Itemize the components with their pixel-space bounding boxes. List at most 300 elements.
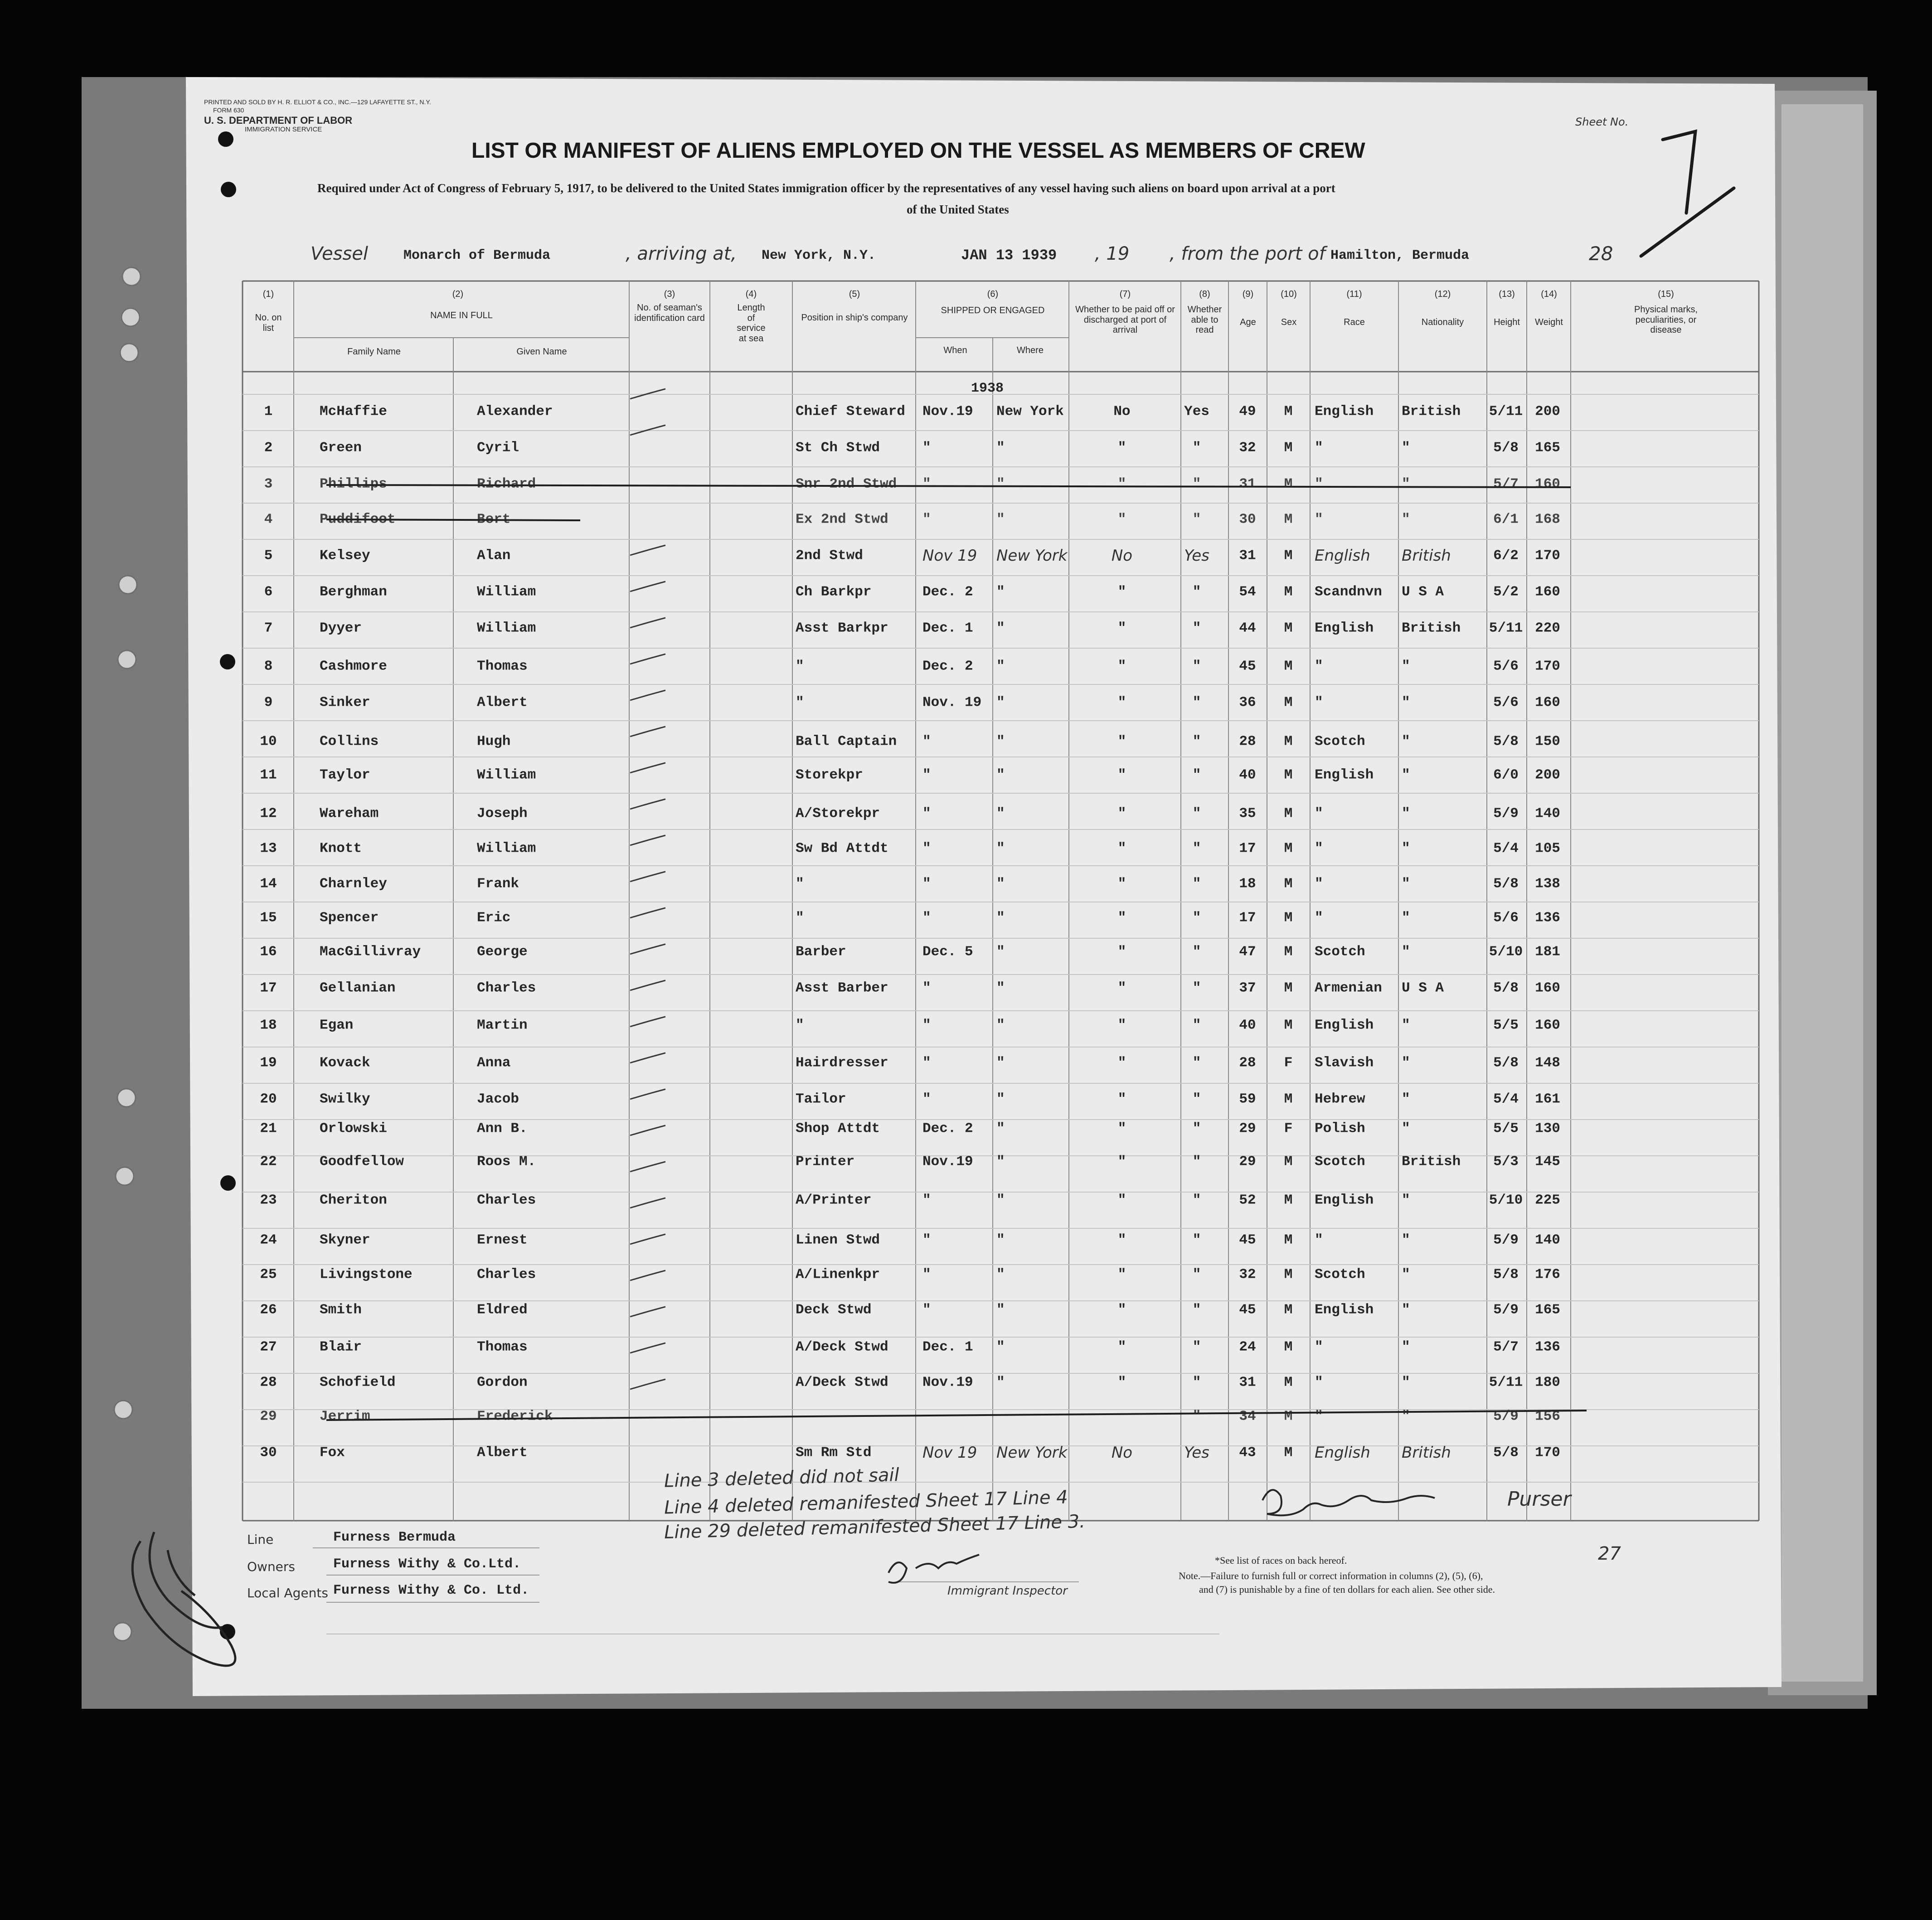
col2-family-header: Family Name bbox=[347, 347, 401, 357]
shipped-where: " bbox=[996, 476, 1005, 492]
given-name: Richard bbox=[477, 476, 536, 492]
col9-title: Age bbox=[1240, 317, 1256, 328]
able-to-read: " bbox=[1192, 1120, 1201, 1137]
height: 5/8 bbox=[1493, 440, 1519, 456]
age: 31 bbox=[1239, 548, 1256, 564]
nationality: " bbox=[1402, 476, 1410, 492]
age: 29 bbox=[1239, 1154, 1256, 1170]
shipped-when: " bbox=[922, 767, 931, 783]
weight: 225 bbox=[1535, 1192, 1560, 1208]
row-number: 30 bbox=[260, 1445, 277, 1461]
sex: M bbox=[1284, 1017, 1293, 1033]
row-number: 13 bbox=[260, 840, 277, 857]
form-subtitle-2: of the United States bbox=[907, 203, 1009, 216]
weight: 170 bbox=[1535, 1445, 1560, 1461]
position: Hairdresser bbox=[796, 1055, 888, 1071]
able-to-read: " bbox=[1192, 910, 1201, 926]
age: 31 bbox=[1239, 1374, 1256, 1391]
col6-where-header: Where bbox=[1017, 345, 1044, 355]
age: 17 bbox=[1239, 910, 1256, 926]
col13-header bbox=[1489, 289, 1525, 328]
weight: 138 bbox=[1535, 876, 1560, 892]
family-name: Green bbox=[320, 440, 362, 456]
vessel-label: Vessel bbox=[311, 243, 369, 264]
shipped-when: " bbox=[922, 910, 931, 926]
race: Hebrew bbox=[1315, 1091, 1365, 1107]
col2-given-header: Given Name bbox=[516, 347, 567, 357]
family-name: Blair bbox=[320, 1339, 362, 1355]
able-to-read: " bbox=[1192, 1154, 1201, 1170]
shipped-when: Nov 19 bbox=[922, 1444, 977, 1462]
paid-off: " bbox=[1117, 1374, 1126, 1391]
age: 59 bbox=[1239, 1091, 1256, 1107]
able-to-read: " bbox=[1192, 1266, 1201, 1283]
family-name: Livingstone bbox=[320, 1266, 413, 1283]
sex: M bbox=[1284, 767, 1293, 783]
service: IMMIGRATION SERVICE bbox=[245, 126, 322, 133]
deletion-note-2: Line 4 deleted remanifested Sheet 17 Line 4 bbox=[664, 1487, 1068, 1518]
weight: 130 bbox=[1535, 1120, 1560, 1137]
able-to-read: " bbox=[1192, 876, 1201, 892]
row-number: 10 bbox=[260, 733, 277, 750]
given-name: Anna bbox=[477, 1055, 511, 1071]
col3-header bbox=[633, 289, 706, 323]
shipped-when: Nov. 19 bbox=[922, 694, 982, 711]
col7-title: Whether to be paid off or discharged at port of arrival bbox=[1075, 305, 1175, 335]
weight: 160 bbox=[1535, 476, 1560, 492]
col10-number: (10) bbox=[1281, 289, 1297, 299]
race: Scandnvn bbox=[1315, 584, 1382, 600]
able-to-read: " bbox=[1192, 476, 1201, 492]
shipped-where: " bbox=[996, 620, 1005, 636]
height: 5/11 bbox=[1489, 620, 1523, 636]
paid-off: " bbox=[1117, 840, 1126, 857]
weight: 160 bbox=[1535, 584, 1560, 600]
races-note: *See list of races on back hereof. bbox=[1215, 1555, 1347, 1566]
race: " bbox=[1315, 694, 1323, 711]
row-number: 29 bbox=[260, 1408, 277, 1425]
shipped-when: " bbox=[922, 876, 931, 892]
position: Ball Captain bbox=[796, 733, 897, 750]
race: English bbox=[1315, 620, 1374, 636]
paid-off: " bbox=[1117, 1091, 1126, 1107]
weight: 160 bbox=[1535, 1017, 1560, 1033]
age: 28 bbox=[1239, 1055, 1256, 1071]
family-name: Collins bbox=[320, 733, 379, 750]
given-name: Ann B. bbox=[477, 1120, 528, 1137]
weight: 181 bbox=[1535, 944, 1560, 960]
shipped-where: " bbox=[996, 1120, 1005, 1137]
position: Sw Bd Attdt bbox=[796, 840, 888, 857]
race: English bbox=[1315, 1192, 1374, 1208]
height: 5/11 bbox=[1489, 1374, 1523, 1391]
shipped-when: " bbox=[922, 840, 931, 857]
col10-header bbox=[1268, 289, 1309, 328]
shipped-when: Dec. 2 bbox=[922, 658, 973, 674]
height: 5/7 bbox=[1493, 476, 1519, 492]
printer-line: PRINTED AND SOLD BY H. R. ELLIOT & CO., INC.—129 LAFAYETTE ST., N.Y. bbox=[204, 98, 431, 106]
paid-off: " bbox=[1117, 620, 1126, 636]
shipped-where: " bbox=[996, 584, 1005, 600]
position: St Ch Stwd bbox=[796, 440, 880, 456]
weight: 200 bbox=[1535, 767, 1560, 783]
paid-off: " bbox=[1117, 1120, 1126, 1137]
family-name: Dyyer bbox=[320, 620, 362, 636]
family-name: Orlowski bbox=[320, 1120, 387, 1137]
weight: 180 bbox=[1535, 1374, 1560, 1391]
height: 6/0 bbox=[1493, 767, 1519, 783]
paid-off: " bbox=[1117, 767, 1126, 783]
given-name: Charles bbox=[477, 1192, 536, 1208]
family-name: Cashmore bbox=[320, 658, 387, 674]
row-number: 15 bbox=[260, 910, 277, 926]
position: Ch Barkpr bbox=[796, 584, 872, 600]
race: Scotch bbox=[1315, 733, 1365, 750]
col15-header bbox=[1578, 289, 1754, 335]
sex: M bbox=[1284, 511, 1293, 528]
able-to-read: " bbox=[1192, 767, 1201, 783]
able-to-read: " bbox=[1192, 511, 1201, 528]
age: 32 bbox=[1239, 440, 1256, 456]
line-value: Furness Bermuda bbox=[333, 1530, 456, 1545]
height: 5/9 bbox=[1493, 805, 1519, 822]
col8-title: Whether able to read bbox=[1187, 305, 1222, 335]
given-name: Frank bbox=[477, 876, 519, 892]
given-name: Eldred bbox=[477, 1302, 528, 1318]
given-name: William bbox=[477, 840, 536, 857]
age: 32 bbox=[1239, 1266, 1256, 1283]
family-name: McHaffie bbox=[320, 403, 387, 420]
given-name: William bbox=[477, 767, 536, 783]
row-number: 24 bbox=[260, 1232, 277, 1248]
age: 24 bbox=[1239, 1339, 1256, 1355]
paid-off: " bbox=[1117, 1192, 1126, 1208]
col8-header bbox=[1183, 289, 1226, 335]
position: Deck Stwd bbox=[796, 1302, 872, 1318]
sex: M bbox=[1284, 876, 1293, 892]
race: Scotch bbox=[1315, 1266, 1365, 1283]
shipped-when: " bbox=[922, 476, 931, 492]
able-to-read: " bbox=[1192, 1017, 1201, 1033]
sex: M bbox=[1284, 1408, 1293, 1425]
row-number: 2 bbox=[264, 440, 273, 456]
paid-off: " bbox=[1117, 1055, 1126, 1071]
given-name: William bbox=[477, 620, 536, 636]
form-title: LIST OR MANIFEST OF ALIENS EMPLOYED ON THE VESSEL AS MEMBERS OF CREW bbox=[471, 139, 1365, 163]
page-mark: 27 bbox=[1598, 1543, 1621, 1564]
shipped-when: Dec. 1 bbox=[922, 620, 973, 636]
given-name: Eric bbox=[477, 910, 511, 926]
able-to-read: " bbox=[1192, 944, 1201, 960]
height: 6/1 bbox=[1493, 511, 1519, 528]
shipped-when: " bbox=[922, 980, 931, 996]
able-to-read: " bbox=[1192, 1339, 1201, 1355]
height: 5/7 bbox=[1493, 1339, 1519, 1355]
col7-number: (7) bbox=[1119, 289, 1131, 299]
nationality: " bbox=[1402, 1055, 1410, 1071]
race: " bbox=[1315, 511, 1323, 528]
nationality: British bbox=[1402, 1444, 1451, 1462]
height: 5/10 bbox=[1489, 1192, 1523, 1208]
given-name: Alan bbox=[477, 548, 511, 564]
sex: M bbox=[1284, 1266, 1293, 1283]
age: 30 bbox=[1239, 511, 1256, 528]
race: Polish bbox=[1315, 1120, 1365, 1137]
col10-title: Sex bbox=[1281, 317, 1297, 328]
weight: 160 bbox=[1535, 980, 1560, 996]
nationality: " bbox=[1402, 1091, 1410, 1107]
able-to-read: " bbox=[1192, 620, 1201, 636]
form-number: FORM 630 bbox=[213, 107, 244, 114]
shipped-where: " bbox=[996, 1055, 1005, 1071]
nationality: " bbox=[1402, 694, 1410, 711]
position: " bbox=[796, 1017, 804, 1033]
family-name: Smith bbox=[320, 1302, 362, 1318]
nationality: " bbox=[1402, 1232, 1410, 1248]
able-to-read: " bbox=[1192, 1408, 1201, 1425]
race: " bbox=[1315, 440, 1323, 456]
height: 5/4 bbox=[1493, 840, 1519, 857]
vessel-name: Monarch of Bermuda bbox=[403, 248, 551, 263]
family-name: Kelsey bbox=[320, 548, 370, 564]
age: 29 bbox=[1239, 1120, 1256, 1137]
nationality: " bbox=[1402, 733, 1410, 750]
shipped-where: " bbox=[996, 1339, 1005, 1355]
given-name: Albert bbox=[477, 1445, 528, 1461]
row-number: 25 bbox=[260, 1266, 277, 1283]
able-to-read: " bbox=[1192, 733, 1201, 750]
shipped-when: Nov.19 bbox=[922, 1374, 973, 1391]
paid-off: " bbox=[1117, 1017, 1126, 1033]
given-name: Charles bbox=[477, 1266, 536, 1283]
nationality: " bbox=[1402, 1017, 1410, 1033]
nationality: " bbox=[1402, 1120, 1410, 1137]
shipped-when: " bbox=[922, 1091, 931, 1107]
sex: M bbox=[1284, 1374, 1293, 1391]
sex: M bbox=[1284, 840, 1293, 857]
height: 5/6 bbox=[1493, 658, 1519, 674]
col15-title: Physical marks, peculiarities, or disease bbox=[1634, 305, 1698, 335]
age: 40 bbox=[1239, 1017, 1256, 1033]
race: English bbox=[1315, 547, 1370, 565]
col6-header bbox=[920, 289, 1065, 316]
shipped-where: " bbox=[996, 944, 1005, 960]
shipped-when: " bbox=[922, 805, 931, 822]
row-number: 22 bbox=[260, 1154, 277, 1170]
shipped-where: " bbox=[996, 1266, 1005, 1283]
height: 5/8 bbox=[1493, 876, 1519, 892]
col13-number: (13) bbox=[1499, 289, 1515, 299]
arrival-port: New York, N.Y. bbox=[762, 248, 876, 263]
nationality: " bbox=[1402, 1339, 1410, 1355]
nationality: " bbox=[1402, 658, 1410, 674]
age: 45 bbox=[1239, 1302, 1256, 1318]
given-name: Albert bbox=[477, 694, 528, 711]
race: " bbox=[1315, 476, 1323, 492]
shipped-where: " bbox=[996, 658, 1005, 674]
col3-title: No. of seaman's identification card bbox=[634, 303, 705, 323]
nationality: " bbox=[1402, 840, 1410, 857]
col14-title: Weight bbox=[1535, 317, 1563, 328]
shipped-where: " bbox=[996, 1302, 1005, 1318]
race: " bbox=[1315, 1232, 1323, 1248]
family-name: Sinker bbox=[320, 694, 370, 711]
age: 54 bbox=[1239, 584, 1256, 600]
line-label: Line bbox=[247, 1532, 274, 1547]
department: U. S. DEPARTMENT OF LABOR bbox=[204, 115, 353, 126]
owners-label: Owners bbox=[247, 1559, 296, 1574]
family-name: Schofield bbox=[320, 1374, 396, 1391]
nationality: " bbox=[1402, 876, 1410, 892]
able-to-read: " bbox=[1192, 840, 1201, 857]
shipped-when: " bbox=[922, 1232, 931, 1248]
shipped-where: " bbox=[996, 1232, 1005, 1248]
weight: 200 bbox=[1535, 403, 1560, 420]
col3-number: (3) bbox=[664, 289, 675, 299]
sex: M bbox=[1284, 1154, 1293, 1170]
height: 5/6 bbox=[1493, 910, 1519, 926]
able-to-read: " bbox=[1192, 584, 1201, 600]
col9-header bbox=[1230, 289, 1266, 328]
sex: M bbox=[1284, 403, 1293, 420]
given-name: Charles bbox=[477, 980, 536, 996]
position: Snr 2nd Stwd bbox=[796, 476, 897, 492]
nationality: " bbox=[1402, 1374, 1410, 1391]
family-name: Knott bbox=[320, 840, 362, 857]
purser-title: Purser bbox=[1507, 1488, 1571, 1511]
voyage-annotation: 28 bbox=[1589, 242, 1613, 265]
nationality: " bbox=[1402, 944, 1410, 960]
given-name: George bbox=[477, 944, 528, 960]
shipped-where: " bbox=[996, 1091, 1005, 1107]
weight: 148 bbox=[1535, 1055, 1560, 1071]
shipped-where: " bbox=[996, 805, 1005, 822]
shipped-when: " bbox=[922, 1055, 931, 1071]
race: English bbox=[1315, 1017, 1374, 1033]
given-name: Gordon bbox=[477, 1374, 528, 1391]
shipped-where: New York bbox=[996, 547, 1068, 565]
shipped-when: " bbox=[922, 1192, 931, 1208]
shipped-when: " bbox=[922, 1266, 931, 1283]
nationality: " bbox=[1402, 440, 1410, 456]
given-name: Bert bbox=[477, 511, 511, 528]
age: 47 bbox=[1239, 944, 1256, 960]
family-name: Spencer bbox=[320, 910, 379, 926]
given-name: Ernest bbox=[477, 1232, 528, 1248]
shipped-where: " bbox=[996, 1017, 1005, 1033]
shipped-when: Nov.19 bbox=[922, 1154, 973, 1170]
family-name: Goodfellow bbox=[320, 1154, 404, 1170]
weight: 145 bbox=[1535, 1154, 1560, 1170]
shipped-where: " bbox=[996, 1154, 1005, 1170]
paid-off: " bbox=[1117, 476, 1126, 492]
position: Chief Steward bbox=[796, 403, 905, 420]
position: A/Storekpr bbox=[796, 805, 880, 822]
sex: M bbox=[1284, 620, 1293, 636]
race: " bbox=[1315, 840, 1323, 857]
height: 5/9 bbox=[1493, 1232, 1519, 1248]
row-number: 18 bbox=[260, 1017, 277, 1033]
year-note: 1938 bbox=[971, 381, 1004, 396]
family-name: Cheriton bbox=[320, 1192, 387, 1208]
height: 5/9 bbox=[1493, 1302, 1519, 1318]
sex: M bbox=[1284, 910, 1293, 926]
age: 35 bbox=[1239, 805, 1256, 822]
race: " bbox=[1315, 1339, 1323, 1355]
agents-value: Furness Withy & Co. Ltd. bbox=[333, 1583, 529, 1598]
shipped-where: " bbox=[996, 840, 1005, 857]
shipped-when: Nov.19 bbox=[922, 403, 973, 420]
shipped-when: Nov 19 bbox=[922, 547, 977, 565]
nationality: U S A bbox=[1402, 980, 1444, 996]
race: Slavish bbox=[1315, 1055, 1374, 1071]
race: Scotch bbox=[1315, 944, 1365, 960]
weight: 165 bbox=[1535, 440, 1560, 456]
position: " bbox=[796, 910, 804, 926]
paid-off: " bbox=[1117, 733, 1126, 750]
paid-off: " bbox=[1117, 1266, 1126, 1283]
race: " bbox=[1315, 805, 1323, 822]
penalty-note-2: and (7) is punishable by a fine of ten dollars for each alien. See other side. bbox=[1199, 1584, 1495, 1595]
able-to-read: Yes bbox=[1184, 547, 1209, 565]
nationality: British bbox=[1402, 1154, 1461, 1170]
shipped-when: Dec. 2 bbox=[922, 1120, 973, 1137]
able-to-read: " bbox=[1192, 658, 1201, 674]
able-to-read: " bbox=[1192, 1374, 1201, 1391]
height: 5/8 bbox=[1493, 1445, 1519, 1461]
sex: M bbox=[1284, 733, 1293, 750]
height: 6/2 bbox=[1493, 548, 1519, 564]
family-name: Berghman bbox=[320, 584, 387, 600]
height: 5/8 bbox=[1493, 1055, 1519, 1071]
row-number: 8 bbox=[264, 658, 273, 674]
position: " bbox=[796, 876, 804, 892]
paid-off: " bbox=[1117, 1154, 1126, 1170]
age: 28 bbox=[1239, 733, 1256, 750]
sex: M bbox=[1284, 548, 1293, 564]
shipped-when: Dec. 5 bbox=[922, 944, 973, 960]
sex: M bbox=[1284, 1302, 1293, 1318]
position: A/Deck Stwd bbox=[796, 1374, 888, 1391]
paid-off: No bbox=[1111, 1444, 1133, 1462]
row-number: 20 bbox=[260, 1091, 277, 1107]
sex: F bbox=[1284, 1120, 1293, 1137]
col13-title: Height bbox=[1494, 317, 1520, 328]
col6-title: SHIPPED OR ENGAGED bbox=[941, 305, 1045, 316]
race: " bbox=[1315, 876, 1323, 892]
able-to-read: " bbox=[1192, 805, 1201, 822]
row-number: 14 bbox=[260, 876, 277, 892]
paid-off: " bbox=[1117, 511, 1126, 528]
col5-header bbox=[798, 289, 911, 323]
col15-number: (15) bbox=[1658, 289, 1674, 299]
col4-title: Length of service at sea bbox=[737, 303, 766, 344]
family-name: Kovack bbox=[320, 1055, 370, 1071]
age: 43 bbox=[1239, 1445, 1256, 1461]
able-to-read: " bbox=[1192, 1055, 1201, 1071]
race: " bbox=[1315, 1408, 1323, 1425]
shipped-where: " bbox=[996, 1192, 1005, 1208]
sex: M bbox=[1284, 440, 1293, 456]
shipped-when: " bbox=[922, 733, 931, 750]
given-name: Jacob bbox=[477, 1091, 519, 1107]
race: English bbox=[1315, 767, 1374, 783]
paid-off: " bbox=[1117, 584, 1126, 600]
col1-number: (1) bbox=[262, 289, 274, 299]
sheet-label: Sheet No. bbox=[1575, 116, 1629, 128]
position: A/Printer bbox=[796, 1192, 872, 1208]
weight: 140 bbox=[1535, 1232, 1560, 1248]
